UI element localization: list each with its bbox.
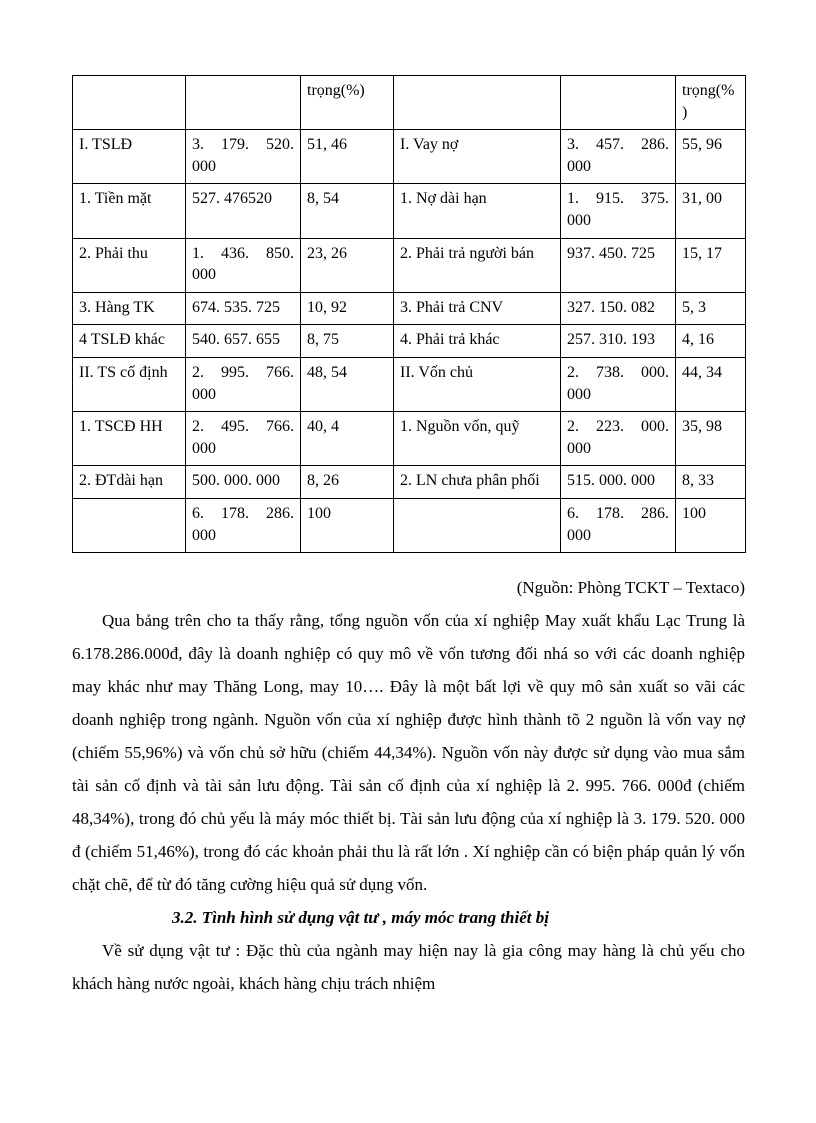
table-cell: 540. 657. 655 — [186, 325, 301, 358]
table-cell: 8, 75 — [301, 325, 394, 358]
table-cell: 500. 000. 000 — [186, 466, 301, 499]
table-row — [73, 292, 746, 325]
table-cell — [561, 76, 676, 130]
table-row — [73, 238, 746, 292]
table-cell: II. TS cố định — [73, 357, 186, 411]
table-cell: 2. 995. 766. 000 — [186, 357, 301, 411]
table-cell: 3. Hàng TK — [73, 292, 186, 325]
table-cell: 2. LN chưa phân phối — [394, 466, 561, 499]
table-cell: 1. Nợ dài hạn — [394, 184, 561, 238]
table-cell: 48, 54 — [301, 357, 394, 411]
section-heading: 3.2. Tình hình sử dụng vật tư , máy móc trang thiết bị — [172, 908, 549, 928]
table-cell: 2. Phải trả người bán — [394, 238, 561, 292]
table-cell: 4, 16 — [676, 325, 746, 358]
table-row — [73, 498, 746, 552]
table-cell: 8, 26 — [301, 466, 394, 499]
table-row — [73, 412, 746, 466]
table-cell: 10, 92 — [301, 292, 394, 325]
table-cell: trọng(%) — [676, 76, 746, 130]
table-cell: 4 TSLĐ khác — [73, 325, 186, 358]
table-cell: 1. Nguồn vốn, quỹ — [394, 412, 561, 466]
table-cell: 15, 17 — [676, 238, 746, 292]
table-cell — [186, 76, 301, 130]
table-cell: 2. 738. 000. 000 — [561, 357, 676, 411]
table-cell: 1. 915. 375. 000 — [561, 184, 676, 238]
table-row — [73, 325, 746, 358]
table-cell: 55, 96 — [676, 130, 746, 184]
table-cell: 1. Tiền mặt — [73, 184, 186, 238]
table-cell: 2. Phải thu — [73, 238, 186, 292]
table-header-row — [73, 76, 746, 130]
table-cell: 327. 150. 082 — [561, 292, 676, 325]
table-cell — [394, 498, 561, 552]
paragraph-vattu: Về sử dụng vật tư : Đặc thù của ngành may hiện nay là gia công may hàng là chủ yếu cho khách hàng nước ngoài, khách hàng chịu trách nhiệm — [72, 941, 745, 994]
paragraph-overview: Qua bảng trên cho ta thấy rằng, tổng nguồn vốn của xí nghiệp May xuất khẩu Lạc Trung là 6.178.286.000đ, đây là doanh nghiệp có quy mô về vốn tương đối nhá so với các doanh nghiệp may khác như may Thăng Long, may 10…. Đây là một bất lợi về quy mô sản xuất so vãi các doanh nghiệp trong ngành. Nguồn vốn của xí nghiệp được hình thành tõ 2 nguồn là vốn vay nợ (chiếm 55,96%) và vốn chủ sở hữu (chiếm 44,34%). Nguồn vốn này được sử dụng vào mua sắm tài sản cố định và tài sản lưu động. Tài sản cố định của xí nghiệp là 2. 995. 766. 000đ (chiếm 48,34%), trong đó chủ yếu là máy móc thiết bị. Tài sản lưu động của xí nghiệp là 3. 179. 520. 000 đ (chiếm 51,46%), trong đó các khoản phải thu là rất lớn . Xí nghiệp cần có biện pháp quản lý vốn chặt chẽ, để từ đó tăng cường hiệu quả sử dụng vốn. — [72, 611, 745, 895]
table-cell: I. TSLĐ — [73, 130, 186, 184]
table-cell: 40, 4 — [301, 412, 394, 466]
table-cell — [73, 76, 186, 130]
table-cell: 2. 495. 766. 000 — [186, 412, 301, 466]
table-cell: 4. Phải trả khác — [394, 325, 561, 358]
table-cell: 1. 436. 850. 000 — [186, 238, 301, 292]
table-cell: trọng(%) — [301, 76, 394, 130]
table-cell: 44, 34 — [676, 357, 746, 411]
financial-table-body — [73, 76, 746, 553]
source-note: (Nguồn: Phòng TCKT – Textaco) — [516, 578, 745, 598]
table-cell: 35, 98 — [676, 412, 746, 466]
table-cell: 2. 223. 000. 000 — [561, 412, 676, 466]
table-row — [73, 184, 746, 238]
table-cell: 674. 535. 725 — [186, 292, 301, 325]
table-row — [73, 357, 746, 411]
table-cell: 515. 000. 000 — [561, 466, 676, 499]
table-cell: 23, 26 — [301, 238, 394, 292]
table-cell: 257. 310. 193 — [561, 325, 676, 358]
table-cell: 5, 3 — [676, 292, 746, 325]
table-cell: 3. 457. 286. 000 — [561, 130, 676, 184]
table-cell: 100 — [676, 498, 746, 552]
table-cell: 100 — [301, 498, 394, 552]
table-cell: 51, 46 — [301, 130, 394, 184]
table-cell: I. Vay nợ — [394, 130, 561, 184]
table-row — [73, 130, 746, 184]
table-cell: 1. TSCĐ HH — [73, 412, 186, 466]
table-cell: II. Vốn chủ — [394, 357, 561, 411]
table-cell: 3. Phải trả CNV — [394, 292, 561, 325]
table-cell — [394, 76, 561, 130]
table-cell — [73, 498, 186, 552]
table-cell: 6. 178. 286. 000 — [186, 498, 301, 552]
financial-table — [72, 75, 746, 553]
table-cell: 937. 450. 725 — [561, 238, 676, 292]
table-cell: 31, 00 — [676, 184, 746, 238]
table-cell: 527. 476520 — [186, 184, 301, 238]
table-cell: 8, 33 — [676, 466, 746, 499]
table-cell: 3. 179. 520. 000 — [186, 130, 301, 184]
table-row — [73, 466, 746, 499]
table-cell: 2. ĐTdài hạn — [73, 466, 186, 499]
table-cell: 6. 178. 286. 000 — [561, 498, 676, 552]
table-cell: 8, 54 — [301, 184, 394, 238]
